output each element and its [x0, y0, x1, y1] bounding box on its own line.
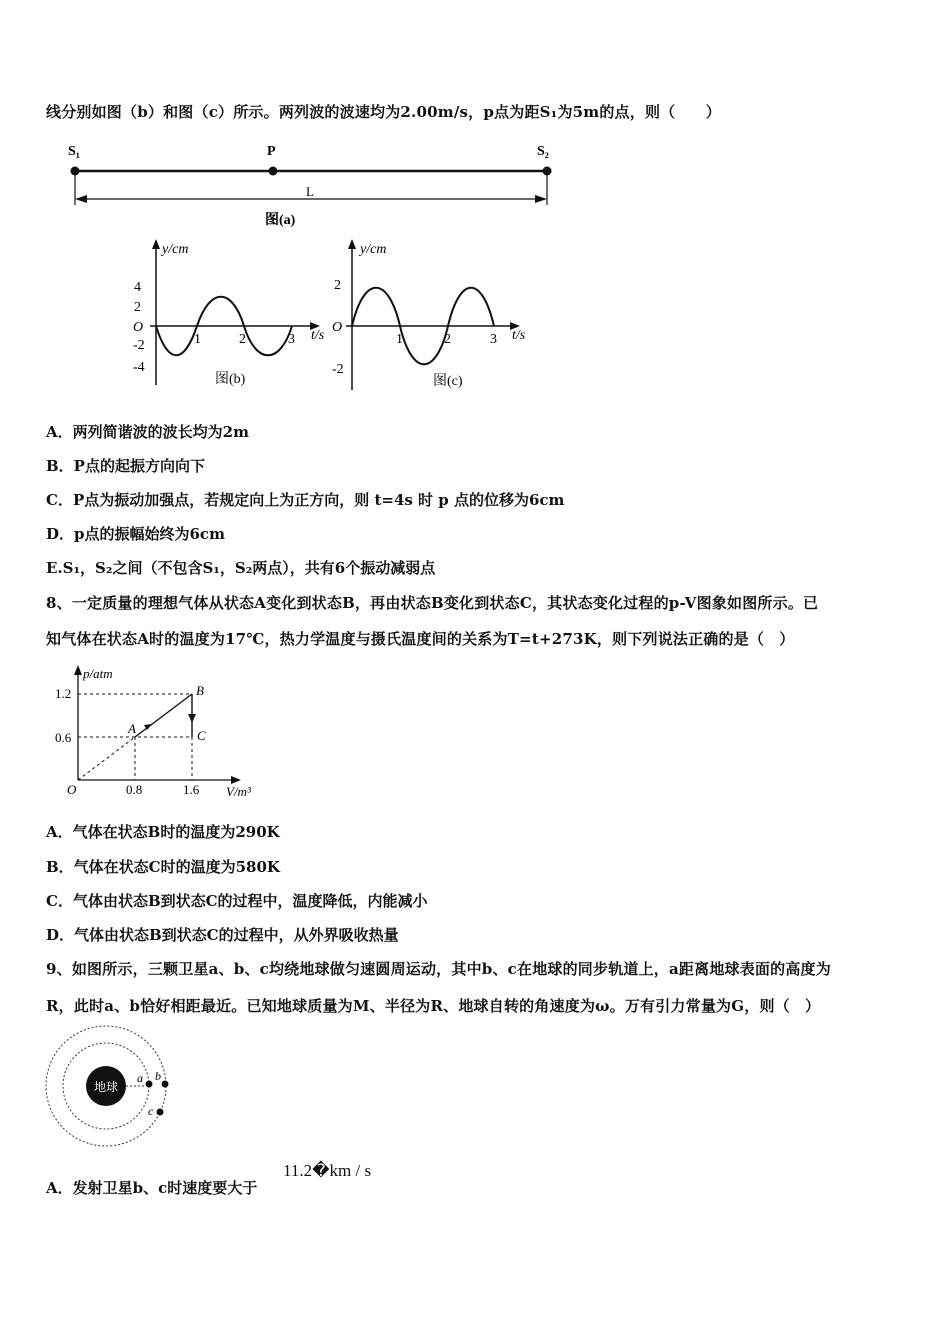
pv-ytick-2: 0.6: [55, 730, 72, 745]
q8-option-d: D．气体由状态B到状态C的过程中，从外界吸收热量: [46, 926, 399, 944]
tick-b-2: 2: [134, 300, 141, 315]
q9-text-line1: 9、如图所示，三颗卫星a、b、c均绕地球做匀速圆周运动，其中b、c在地球的同步轨道上，a距离地球表面的高度为: [46, 960, 831, 978]
tick-c-n2: -2: [332, 362, 344, 377]
pv-xtick-1: 0.8: [126, 782, 143, 797]
pv-xlabel: V/m³: [226, 784, 251, 799]
q9-option-a: A．发射卫星b、c时速度要大于: [46, 1179, 258, 1197]
earth-label: 地球: [93, 1080, 119, 1094]
tick-b-x2: 2: [239, 332, 246, 347]
q8-text-line2: 知气体在状态A时的温度为17℃，热力学温度与摄氏温度间的关系为T=t+273K，则下列说法正确的是（ ）: [46, 630, 795, 648]
pv-ylabel: p/atm: [83, 666, 113, 681]
tick-b-x1: 1: [194, 332, 201, 347]
origin-b: O: [133, 320, 144, 335]
xlabel-c: t/s: [512, 328, 526, 343]
caption-c: 图(c): [433, 374, 463, 389]
q9-option-a-formula: 11.2�km / s: [283, 1161, 372, 1180]
tick-b-x3: 3: [288, 332, 295, 347]
ylabel-c: y/cm: [360, 242, 387, 257]
tick-c-2: 2: [334, 278, 341, 293]
figure-b: [120, 235, 335, 395]
caption-b: 图(b): [215, 372, 246, 387]
xlabel-b: t/s: [311, 328, 325, 343]
q7-option-e: E.S₁，S₂之间（不包含S₁，S₂两点），共有6个振动减弱点: [46, 559, 436, 577]
origin-c: O: [332, 320, 343, 335]
ylabel-b: y/cm: [162, 242, 189, 257]
figure-a: [60, 135, 570, 235]
tick-c-x1: 1: [396, 332, 403, 347]
q9-text-line2: R，此时a、b恰好相距最近。已知地球质量为M、半径为R、地球自转的角速度为ω。万有引力常量为G，则（ ）: [46, 997, 821, 1015]
pv-origin: O: [67, 782, 77, 797]
q8-text-line1: 8、一定质量的理想气体从状态A变化到状态B，再由状态B变化到状态C，其状态变化过程的p-V图象如图所示。已: [46, 594, 819, 612]
pv-ytick-1: 1.2: [55, 686, 72, 701]
label-p: P: [267, 144, 276, 159]
pv-point-a: A: [128, 721, 136, 736]
q7-option-a: A．两列简谐波的波长均为2m: [46, 423, 249, 441]
q7-intro-text: 线分别如图（b）和图（c）所示。两列波的波速均为2.00m/s，p点为距S₁为5m的点，则（ ）: [46, 103, 721, 121]
pv-point-b: B: [196, 683, 204, 698]
q7-option-b: B．P点的起振方向向下: [46, 457, 205, 475]
tick-c-x3: 3: [490, 332, 497, 347]
tick-c-x2: 2: [444, 332, 451, 347]
q8-option-c: C．气体由状态B到状态C的过程中，温度降低，内能减小: [46, 892, 428, 910]
sat-c: c: [148, 1104, 154, 1118]
tick-b-4: 4: [134, 280, 141, 295]
pv-chart: [50, 662, 270, 802]
pv-point-c: C: [197, 728, 206, 743]
figure-c: [320, 235, 540, 395]
tick-b-n2: -2: [133, 338, 145, 353]
label-s1: S₁: [68, 144, 80, 159]
q8-option-a: A．气体在状态B时的温度为290K: [46, 823, 280, 841]
orbit-figure: [40, 1022, 190, 1152]
caption-a: 图(a): [265, 213, 296, 228]
q8-option-b: B．气体在状态C时的温度为580K: [46, 858, 280, 876]
sat-b: b: [155, 1069, 161, 1083]
tick-b-n4: -4: [133, 360, 145, 375]
label-l: L: [306, 184, 314, 199]
sat-a: a: [137, 1071, 143, 1085]
pv-xtick-2: 1.6: [183, 782, 200, 797]
q7-option-c: C．P点为振动加强点，若规定向上为正方向，则 t=4s 时 p 点的位移为6cm: [46, 491, 565, 509]
q7-option-d: D．p点的振幅始终为6cm: [46, 525, 225, 543]
label-s2: S₂: [537, 144, 549, 159]
